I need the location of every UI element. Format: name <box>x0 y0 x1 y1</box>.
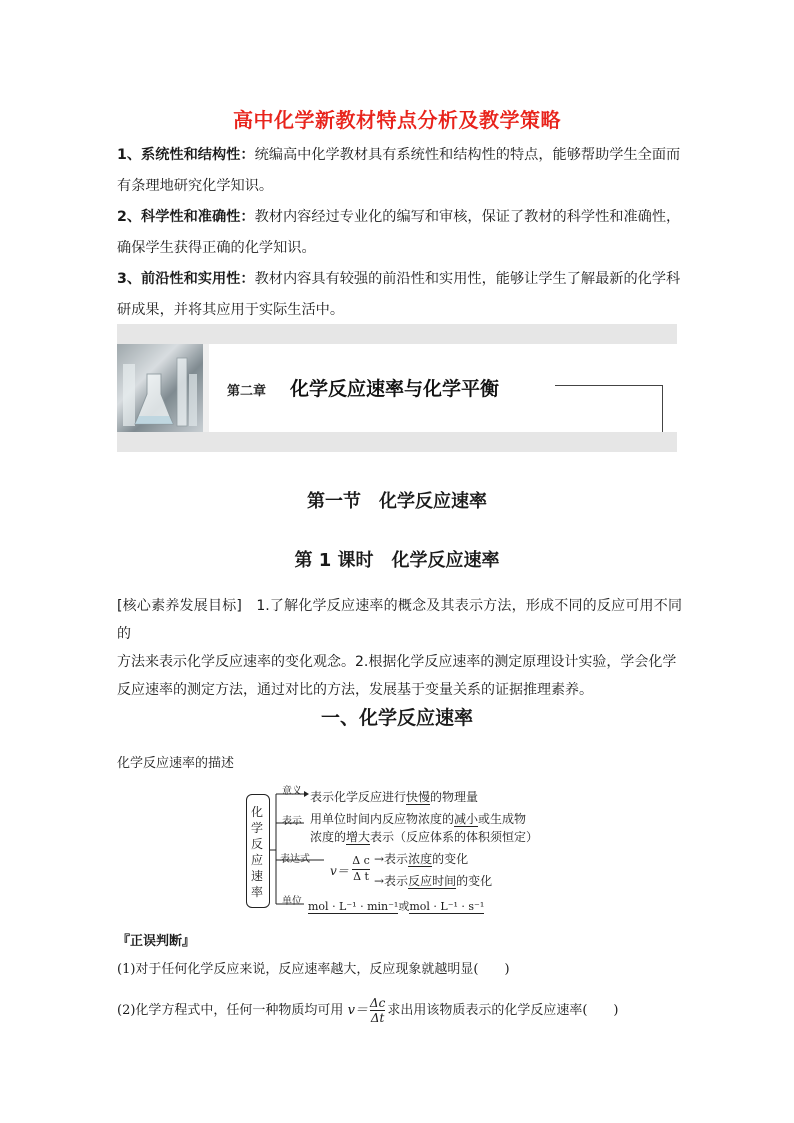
point-1-line2: 有条理地研究化学知识。 <box>117 178 274 194</box>
point-2-line1: 教材内容经过专业化的编写和审核，保证了教材的科学性和准确性， <box>254 209 681 225</box>
goals-line2: 方法来表示化学反应速率的变化观念。2.根据化学反应速率的测定原理设计实验，学会化学 <box>117 654 677 670</box>
desc-heading: 化学反应速率的描述 <box>117 756 235 771</box>
section-title: 第一节 化学反应速率 <box>307 491 487 512</box>
point-1-line1: 统编高中化学教材具有系统性和结构性的特点，能够帮助学生全面而 <box>254 147 681 163</box>
chapter-number: 第二章 <box>227 384 267 399</box>
expression-label: 表达式 <box>280 854 310 865</box>
chapter-rule <box>555 385 663 386</box>
unit-text: mol · L⁻¹ · min⁻¹或mol · L⁻¹ · s⁻¹ <box>308 900 485 913</box>
goals-tag: [核心素养发展目标] <box>117 598 242 614</box>
question-2-fraction: $\frac{\Delta c}{\Delta t}$ <box>369 996 386 1025</box>
point-3 <box>117 264 682 326</box>
unit-label: 单位 <box>282 896 302 907</box>
expression-line1: →表示浓度的变化 <box>374 852 469 866</box>
meaning-label: 意义 <box>282 786 302 797</box>
expression-numerator: Δ c <box>352 854 370 867</box>
lesson-title: 第 1 课时 化学反应速率 <box>294 550 500 571</box>
judge-heading: 『正误判断』 <box>117 934 196 949</box>
main-title: 高中化学新教材特点分析及教学策略 <box>233 108 561 132</box>
goals-line3: 反应速率的测定方法，通过对比的方法，发展基于变量关系的证据推理素养。 <box>117 682 593 698</box>
point-1-label: 1、系统性和结构性： <box>117 147 255 163</box>
point-2-line2: 确保学生获得正确的化学知识。 <box>117 240 316 256</box>
point-3-line2: 研成果，并将其应用于实际生活中。 <box>117 302 345 318</box>
lab-glassware-image <box>117 344 203 432</box>
question-2: (2)化学方程式中，任何一种物质均可用 v＝ $\frac{\Delta c}{\Delta t}$ 求出用该物质表示的化学反应速率( ) <box>117 996 619 1025</box>
point-2-label: 2、科学性和准确性： <box>117 209 255 225</box>
expression-line2: →表示反应时间的变化 <box>374 874 493 888</box>
point-2 <box>117 202 682 264</box>
representation-line1: 用单位时间内反应物浓度的减小或生成物 <box>310 812 527 826</box>
representation-line2: 浓度的增大表示（反应体系的体积须恒定） <box>310 830 539 844</box>
representation-label: 表示 <box>282 816 302 827</box>
point-1 <box>117 140 682 202</box>
chapter-title: 化学反应速率与化学平衡 <box>290 378 500 400</box>
expression-v: v＝ <box>330 864 349 878</box>
core-goals <box>117 592 682 704</box>
point-3-line1: 教材内容具有较强的前沿性和实用性，能够让学生了解最新的化学科 <box>254 271 681 287</box>
meaning-text: 表示化学反应进行快慢的物理量 <box>310 790 479 804</box>
point-3-label: 3、前沿性和实用性： <box>117 271 255 287</box>
chapter-banner <box>117 324 677 452</box>
expression-denominator: Δ t <box>353 870 369 883</box>
rate-diagram <box>240 780 560 920</box>
part-title: 一、化学反应速率 <box>320 707 473 729</box>
chapter-rule-vertical <box>662 385 663 432</box>
diagram-box-label: 化 学 反 应 速 率 <box>251 805 264 899</box>
question-1: (1)对于任何化学反应来说，反应速率越大，反应现象就越明显( ) <box>117 962 510 977</box>
goals-line1: 1.了解化学反应速率的概念及其表示方法，形成不同的反应可用不同的 <box>117 598 682 642</box>
